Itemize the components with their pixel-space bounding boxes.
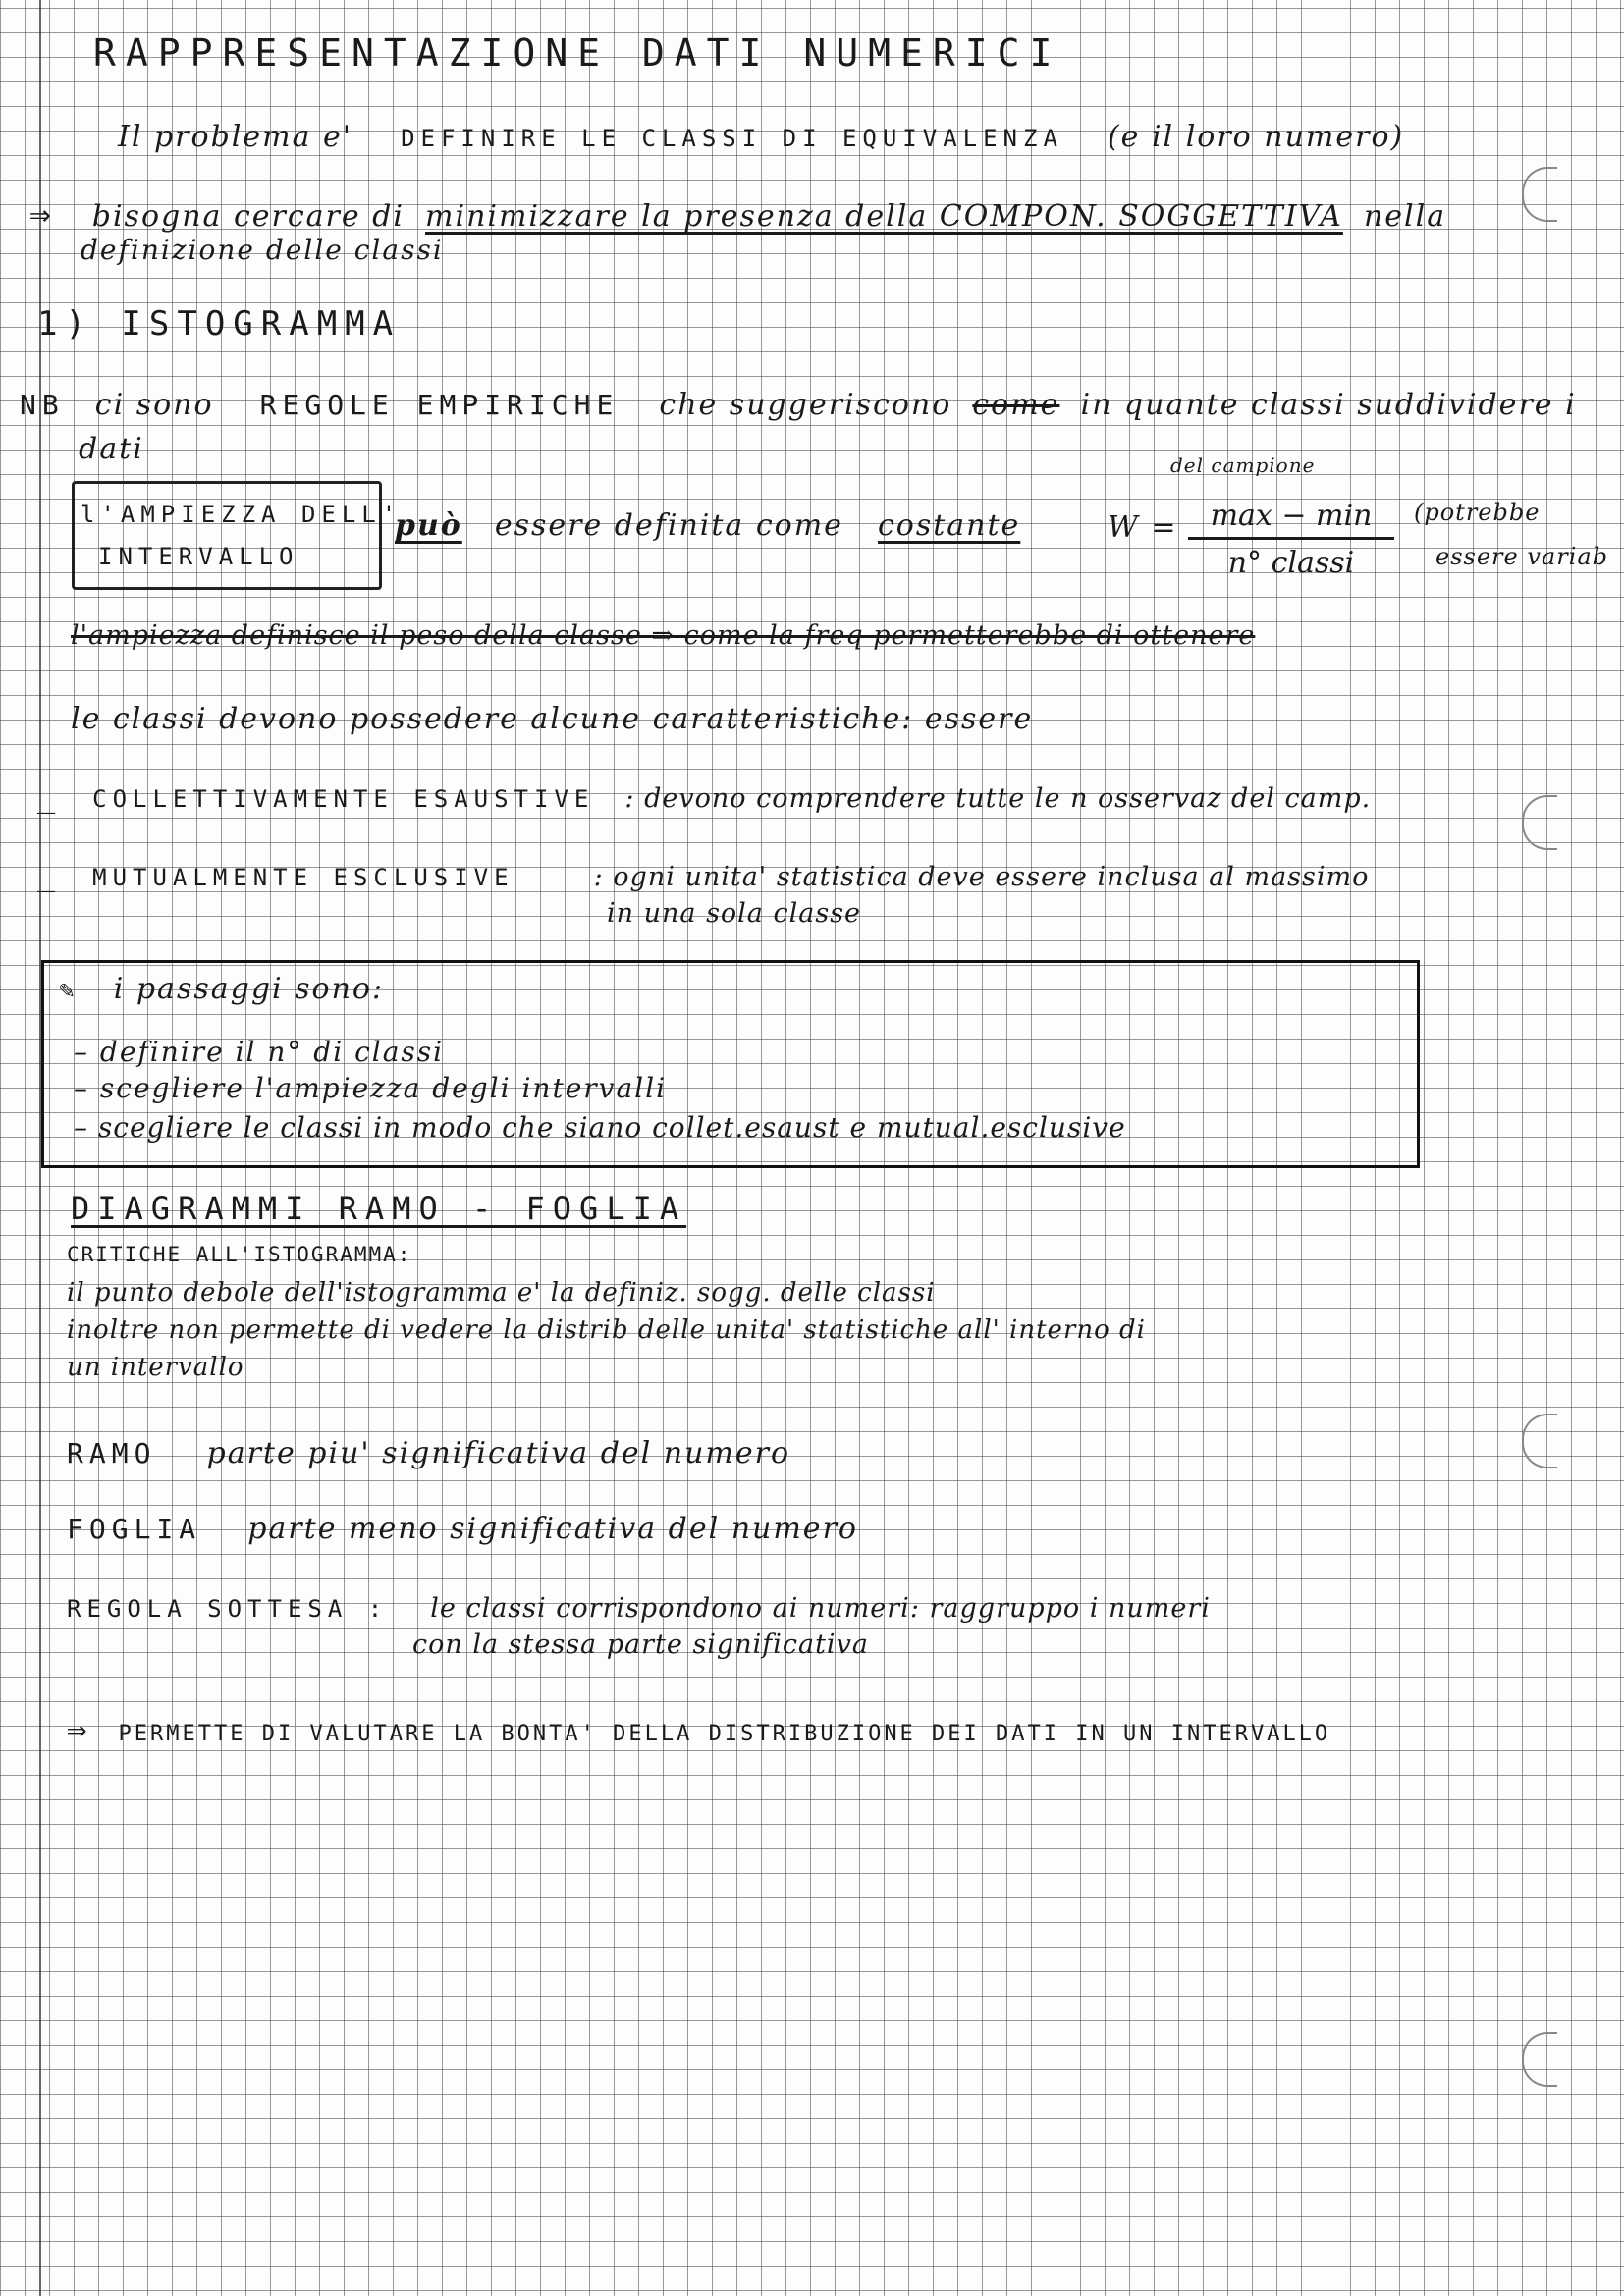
mutualmente-line (37, 859, 1369, 893)
collettivamente-text: : devono comprendere tutte le n osservaz del camp. (624, 783, 1372, 814)
arrow-line-post: nella (1363, 199, 1447, 234)
mutualmente-dash: _ (37, 859, 59, 893)
collettivamente-dash: _ (37, 780, 59, 815)
punch-hole (1522, 2032, 1557, 2087)
side-note-2: essere variab (1435, 543, 1609, 570)
section-ramo-foglia: DIAGRAMMI RAMO - FOGLIA (71, 1190, 687, 1227)
final-text: PERMETTE DI VALUTARE LA BONTA' DELLA DISTRIBUZIONE DEI DATI IN UN INTERVALLO (118, 1722, 1331, 1746)
ramo-text: parte piu' significativa del numero (206, 1436, 791, 1470)
passaggi-item-text: scegliere le classi in modo che siano collet.esaust e mutual.esclusive (97, 1111, 1126, 1144)
criticism-3: un intervallo (67, 1353, 244, 1382)
criticisms-title: CRITICHE ALL'ISTOGRAMMA: (67, 1243, 412, 1266)
mutualmente-text-2: in una sola classe (607, 898, 862, 929)
ampiezza-puo: può (395, 508, 462, 543)
criticism-2: inoltre non permette di vedere la distrib delle unita' statistiche all' interno di (67, 1315, 1146, 1345)
problem-suffix: (e il loro numero) (1107, 120, 1405, 154)
ramo-label: RAMO (67, 1437, 157, 1469)
nb-line (20, 388, 1577, 422)
arrow-line-second: definizione delle classi (81, 234, 444, 266)
problem-prefix: Il problema e' (118, 120, 353, 154)
ampiezza-middle: essere definita come (494, 508, 843, 543)
formula-lhs: W = (1108, 510, 1178, 545)
nb-mid: che suggeriscono (659, 388, 952, 422)
collettivamente-line (37, 780, 1371, 815)
punch-hole (1522, 1414, 1557, 1468)
regola-text-2: con la stessa parte significativa (412, 1629, 869, 1660)
mutualmente-caps: MUTUALMENTE ESCLUSIVE (92, 864, 514, 891)
passaggi-item: – scegliere le classi in modo che siano collet.esaust e mutual.esclusive (74, 1111, 1126, 1144)
pencil-icon: ✎ (59, 976, 78, 1005)
arrow-line-pre: bisogna cercare di (91, 199, 405, 234)
ampiezza-box (72, 481, 382, 590)
characteristics-intro: le classi devono possedere alcune caratteristiche: essere (71, 702, 1034, 736)
nb-caps: REGOLE EMPIRICHE (259, 389, 620, 421)
side-note-1: (potrebbe (1414, 499, 1541, 526)
ampiezza-line (395, 508, 1020, 543)
implies-arrow: ⇒ (29, 194, 54, 235)
formula-fraction (1188, 499, 1394, 580)
punch-hole (1522, 167, 1557, 222)
section-istogramma: 1) ISTOGRAMMA (37, 304, 402, 344)
regola-label: REGOLA SOTTESA : (67, 1595, 389, 1623)
foglia-text: parte meno significativa del numero (247, 1512, 858, 1546)
formula-denominator: n° classi (1227, 546, 1355, 580)
formula-numerator: max − min (1188, 499, 1394, 540)
struck-line: l'ampiezza definisce il peso della classe ⇒ come la freq permetterebbe di ottenere (71, 620, 1256, 651)
nb-struck: come (972, 388, 1060, 422)
passaggi-item-text: scegliere l'ampiezza degli intervalli (99, 1072, 668, 1104)
nb-second-line: dati (79, 432, 144, 466)
passaggi-item: – definire il n° di classi (74, 1036, 445, 1068)
nb-post: in quante classi suddividere i (1080, 388, 1577, 422)
foglia-label: FOGLIA (67, 1513, 202, 1545)
collettivamente-caps: COLLETTIVAMENTE ESAUSTIVE (92, 785, 595, 813)
passaggi-header: i passaggi sono: (113, 972, 385, 1006)
ramo-line (67, 1436, 790, 1470)
passaggi-header-line (59, 972, 384, 1006)
foglia-line (67, 1512, 858, 1546)
page-title: RAPPRESENTAZIONE DATI NUMERICI (93, 31, 1062, 75)
ampiezza-costante: costante (877, 508, 1021, 543)
regola-text-1: le classi corrispondono ai numeri: raggruppo i numeri (430, 1593, 1211, 1624)
criticism-1: il punto debole dell'istogramma e' la definiz. sogg. delle classi (67, 1278, 936, 1308)
passaggi-item: – scegliere l'ampiezza degli intervalli (74, 1072, 668, 1104)
arrow-line (29, 194, 1446, 235)
regola-line (67, 1590, 1211, 1625)
problem-caps: DEFINIRE LE CLASSI DI EQUIVALENZA (401, 125, 1063, 152)
mutualmente-text-1: : ogni unita' statistica deve essere inclusa al massimo (593, 862, 1370, 892)
final-line (67, 1710, 1330, 1749)
problem-line (118, 120, 1404, 154)
implies-arrow: ⇒ (67, 1710, 90, 1749)
formula-note-above: del campione (1170, 454, 1316, 477)
ampiezza-box-line2: INTERVALLO (98, 543, 299, 570)
nb-mark: NB (20, 389, 65, 421)
ampiezza-box-line1: l'AMPIEZZA DELL' (81, 501, 403, 528)
nb-pre: ci sono (94, 388, 214, 422)
passaggi-item-text: definire il n° di classi (99, 1036, 445, 1068)
arrow-line-underlined: minimizzare la presenza della COMPON. SOGGETTIVA (425, 199, 1343, 234)
punch-hole (1522, 795, 1557, 850)
